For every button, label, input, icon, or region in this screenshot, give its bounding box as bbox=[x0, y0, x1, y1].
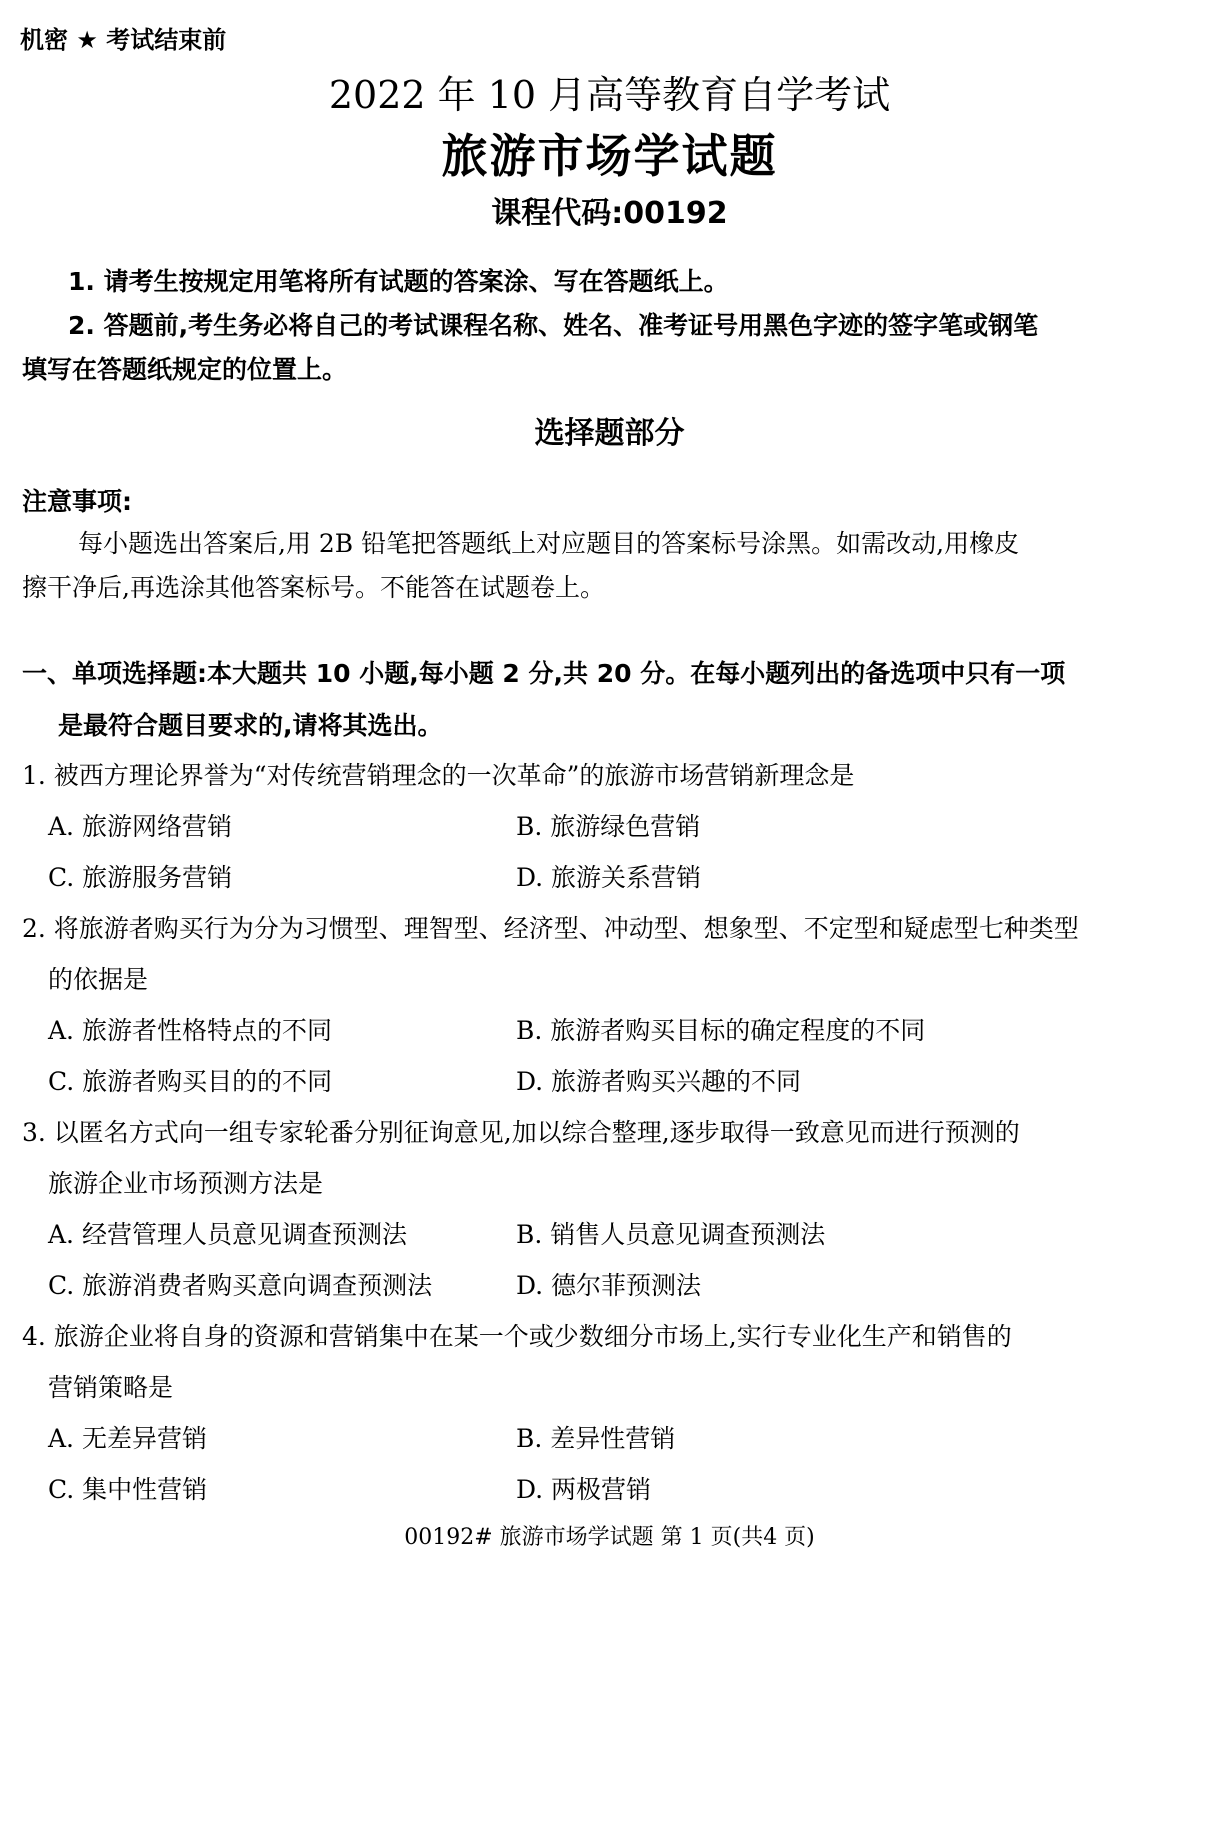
question-3-option-d: D. 德尔菲预测法 bbox=[516, 1271, 702, 1300]
section-title: 选择题部分 bbox=[534, 416, 685, 451]
question-3-option-c: C. 旅游消费者购买意向调查预测法 bbox=[48, 1271, 433, 1300]
exam-title: 2022 年 10 月高等教育自学考试 bbox=[328, 73, 891, 117]
page-footer: 00192# 旅游市场学试题 第 1 页(共4 页) bbox=[404, 1525, 815, 1550]
question-2-option-b: B. 旅游者购买目标的确定程度的不同 bbox=[516, 1016, 926, 1045]
subject-title: 旅游市场学试题 bbox=[441, 129, 778, 183]
question-2-stem-cont: 的依据是 bbox=[48, 965, 149, 994]
instruction-2: 2. 答题前,考生务必将自己的考试课程名称、姓名、准考证号用黑色字迹的签字笔或钢笔 bbox=[68, 311, 1039, 340]
question-3-stem-cont: 旅游企业市场预测方法是 bbox=[48, 1169, 324, 1198]
question-2-option-a: A. 旅游者性格特点的不同 bbox=[48, 1016, 332, 1045]
question-1-stem: 1. 被西方理论界誉为“对传统营销理念的一次革命”的旅游市场营销新理念是 bbox=[22, 761, 855, 790]
question-3-stem: 3. 以匿名方式向一组专家轮番分别征询意见,加以综合整理,逐步取得一致意见而进行预测的 bbox=[22, 1118, 1020, 1147]
question-4-option-c: C. 集中性营销 bbox=[48, 1475, 208, 1504]
course-code: 课程代码:00192 bbox=[491, 196, 728, 231]
question-1-option-a: A. 旅游网络营销 bbox=[48, 812, 232, 841]
question-3-option-a: A. 经营管理人员意见调查预测法 bbox=[48, 1220, 407, 1249]
instruction-1: 1. 请考生按规定用笔将所有试题的答案涂、写在答题纸上。 bbox=[68, 267, 729, 296]
instruction-2-cont: 填写在答题纸规定的位置上。 bbox=[22, 355, 348, 384]
question-1-option-b: B. 旅游绿色营销 bbox=[516, 812, 701, 841]
question-4-option-d: D. 两极营销 bbox=[516, 1475, 652, 1504]
question-4-option-b: B. 差异性营销 bbox=[516, 1424, 676, 1453]
question-4-stem-cont: 营销策略是 bbox=[48, 1373, 174, 1402]
question-3-option-b: B. 销售人员意见调查预测法 bbox=[516, 1220, 826, 1249]
confidential-label: 机密 ★ 考试结束前 bbox=[20, 26, 227, 54]
question-2-option-d: D. 旅游者购买兴趣的不同 bbox=[516, 1067, 802, 1096]
notice-line-1: 每小题选出答案后,用 2B 铅笔把答题纸上对应题目的答案标号涂黑。如需改动,用橡皮 bbox=[78, 529, 1020, 558]
question-4-stem: 4. 旅游企业将自身的资源和营销集中在某一个或少数细分市场上,实行专业化生产和销售的 bbox=[22, 1322, 1012, 1351]
notice-label: 注意事项: bbox=[22, 487, 132, 516]
question-2-option-c: C. 旅游者购买目的的不同 bbox=[48, 1067, 333, 1096]
part-one-heading-cont: 是最符合题目要求的,请将其选出。 bbox=[58, 711, 443, 740]
question-4-option-a: A. 无差异营销 bbox=[48, 1424, 207, 1453]
question-2-stem: 2. 将旅游者购买行为分为习惯型、理智型、经济型、冲动型、想象型、不定型和疑虑型七种类型 bbox=[22, 914, 1079, 943]
question-1-option-d: D. 旅游关系营销 bbox=[516, 863, 702, 892]
question-1-option-c: C. 旅游服务营销 bbox=[48, 863, 233, 892]
part-one-heading: 一、单项选择题:本大题共 10 小题,每小题 2 分,共 20 分。在每小题列出的备选项中只有一项 bbox=[22, 659, 1066, 688]
notice-line-2: 擦干净后,再选涂其他答案标号。不能答在试题卷上。 bbox=[22, 573, 605, 602]
